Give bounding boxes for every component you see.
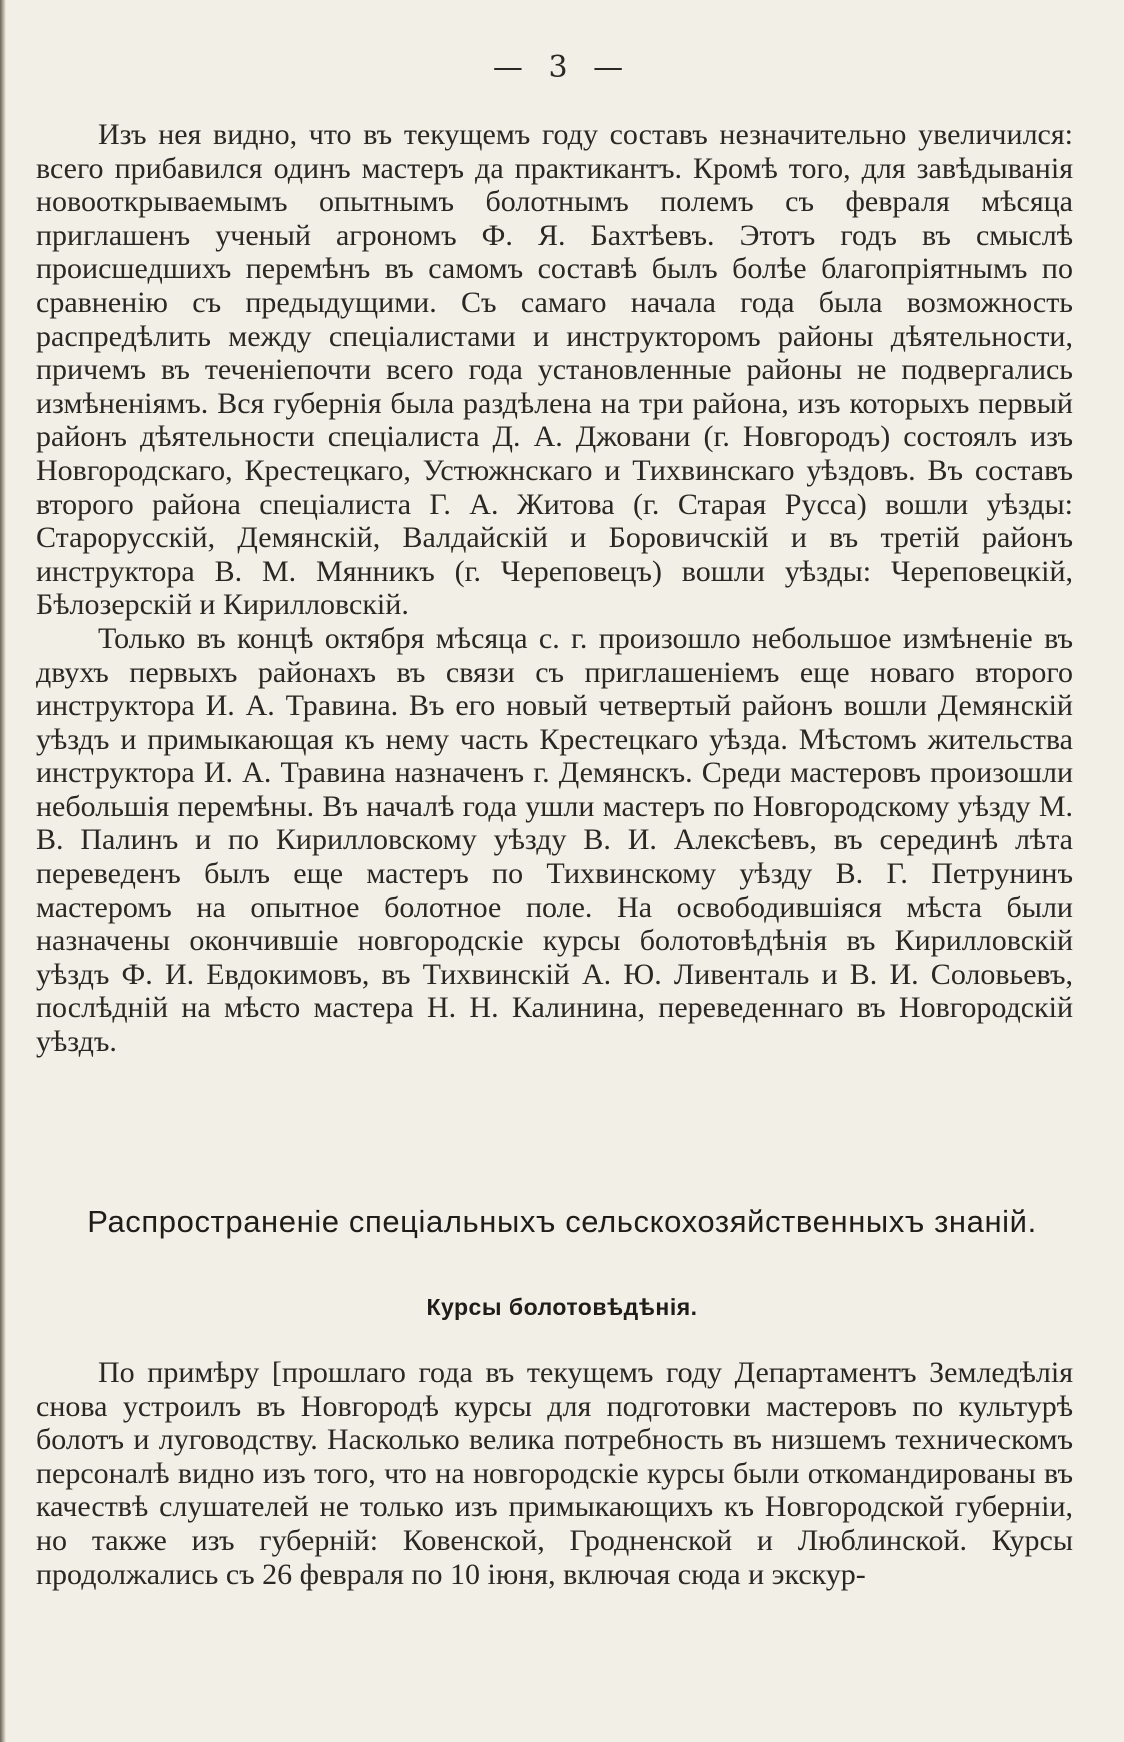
main-text bbox=[36, 118, 1073, 1059]
subsection-title: Курсы болотовѣдѣнія. bbox=[426, 1294, 698, 1320]
page-binding-edge bbox=[0, 0, 6, 1742]
section-text bbox=[36, 1356, 1073, 1591]
paragraph-district-changes: Только въ концѣ октября мѣсяца с. г. произошло небольшое измѣненіе въ двухъ первыхъ районахъ въ связи съ приглашеніемъ еще новаго второго инструктора И. А. Травина. Въ его новый четвертый районъ вошли Демянскій уѣздъ и примыкающая къ нему часть Крестецкаго уѣзда. Мѣстомъ жительства инструктора И. А. Травина назначенъ г. Демянскъ. Среди мастеровъ произошли небольшія перемѣны. Въ началѣ года ушли мастеръ по Новгородскому уѣзду М. В. Палинъ и по Кирилловскому уѣзду В. И. Алексѣевъ, въ серединѣ лѣта переведенъ былъ еще мастеръ по Тихвинскому уѣзду В. Г. Петрунинъ мастеромъ на опытное болотное поле. На освободившіяся мѣста были назначены окончившіе новгородскіе курсы болотовѣдѣнія въ Кирилловскій уѣздъ Ф. И. Евдокимовъ, въ Тихвинскій А. Ю. Ливенталь и В. И. Соловьевъ, послѣдній на мѣсто мастера Н. Н. Калинина, переведеннаго въ Новгородскій уѣздъ. bbox=[36, 621, 1073, 1059]
page-number: — 3 — bbox=[492, 50, 632, 85]
section-title: Распространеніе спеціальныхъ сельскохозяйственныхъ знаній. bbox=[87, 1204, 1037, 1239]
paragraph-staff-changes: Изъ нея видно, что въ текущемъ году составъ незначительно увеличился: всего прибавился одинъ мастеръ да практикантъ. Кромѣ того, для завѣдыванія новооткрываемымъ опытнымъ болотнымъ полемъ съ февраля мѣсяца приглашенъ ученый агрономъ Ф. Я. Бахтѣевъ. Этотъ годъ въ смыслѣ происшедшихъ перемѣнъ въ самомъ составѣ былъ болѣе благопріятнымъ по сравненію съ предыдущими. Съ самаго начала года была возможность распредѣлить между спеціалистами и инструкторомъ районы дѣятельности, причемъ въ теченіепочти всего года установленные районы не подвергались измѣненіямъ. Вся губернія была раздѣлена на три района, изъ которыхъ первый районъ дѣятельности спеціалиста Д. А. Джовани (г. Новгородъ) состоялъ изъ Новгородскаго, Крестецкаго, Устюжнскаго и Тихвинскаго уѣздовъ. Въ составъ второго района спеціалиста Г. А. Житова (г. Старая Русса) вошли уѣзды: Старорусскій, Демянскій, Валдайскій и Боровичскій и въ третій районъ инструктора В. М. Мянникъ (г. Череповецъ) вошли уѣзды: Череповецкій, Бѣлозерскій и Кирилловскій. bbox=[36, 118, 1073, 622]
paragraph-courses: По примѣру [прошлаго года въ текущемъ году Департаментъ Земледѣлія снова устроилъ въ Новгородѣ курсы для подготовки мастеровъ по культурѣ болотъ и луговодству. Насколько велика потребность въ низшемъ техническомъ персоналѣ видно изъ того, что на новгородскіе курсы были откомандированы въ качествѣ слушателей не только изъ примыкающихъ къ Новгородской губерніи, но также изъ губерній: Ковенской, Гродненской и Люблинской. Курсы продолжались съ 26 февраля по 10 іюня, включая сюда и экскур- bbox=[36, 1356, 1073, 1591]
